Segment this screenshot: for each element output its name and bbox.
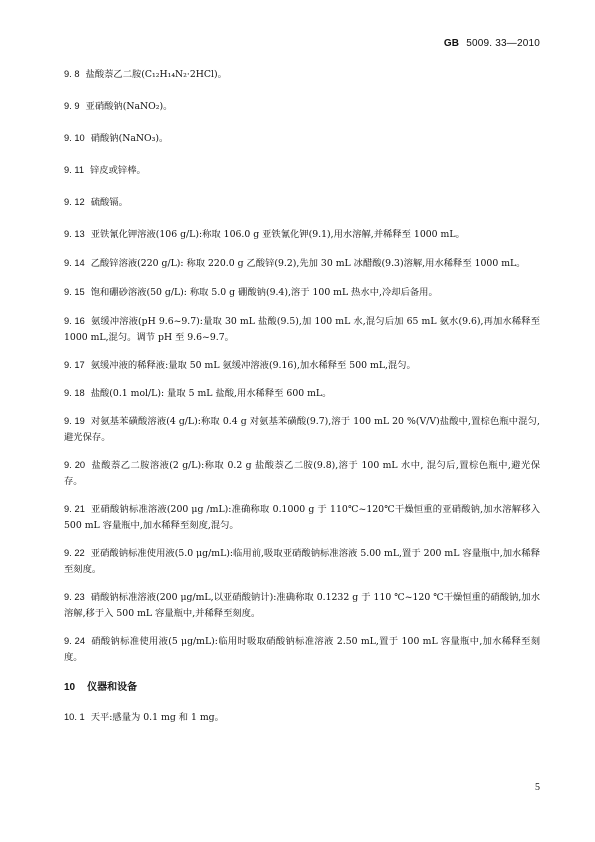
clause-9-21: 9. 21 亚硝酸钠标准溶液(200 μg /mL):准确称取 0.1000 g 于 110℃~120℃干燥恒重的亚硝酸钠,加水溶解移入 500 mL 容量瓶中,加水稀释至刻度,混匀。 bbox=[64, 504, 540, 531]
clause-9-24: 9. 24 硝酸钠标准使用液(5 μg/mL):临用时吸取硝酸钠标准溶液 2.50 mL,置于 100 mL 容量瓶中,加水稀释至刻度。 bbox=[64, 636, 540, 663]
clause-9-9: 9. 9 亚硝酸钠(NaNO₂)。 bbox=[64, 101, 173, 112]
clause-9-8: 9. 8 盐酸萘乙二胺(C₁₂H₁₄N₂·2HCl)。 bbox=[64, 69, 227, 80]
clause-9-10: 9. 10 硝酸钠(NaNO₃)。 bbox=[64, 133, 169, 144]
clause-9-15: 9. 15 饱和硼砂溶液(50 g/L): 称取 5.0 g 硼酸钠(9.4),溶于 100 mL 热水中,冷却后备用。 bbox=[64, 287, 438, 298]
clause-9-11: 9. 11 锌皮或锌棒。 bbox=[64, 165, 146, 176]
clause-9-22: 9. 22 亚硝酸钠标准使用液(5.0 μg/mL):临用前,吸取亚硝酸钠标准溶液 5.00 mL,置于 200 mL 容量瓶中,加水稀释至刻度。 bbox=[64, 548, 540, 575]
clause-9-14: 9. 14 乙酸锌溶液(220 g/L): 称取 220.0 g 乙酸锌(9.2),先加 30 mL 冰醋酸(9.3)溶解,用水稀释至 1000 mL。 bbox=[64, 258, 526, 269]
standard-prefix: GB bbox=[443, 38, 460, 49]
clause-9-20: 9. 20 盐酸萘乙二胺溶液(2 g/L):称取 0.2 g 盐酸萘乙二胺(9.8),溶于 100 mL 水中, 混匀后,置棕色瓶中,避光保存。 bbox=[64, 460, 540, 487]
clause-9-16: 9. 16 氨缓冲溶液(pH 9.6~9.7):量取 30 mL 盐酸(9.5),加 100 mL 水,混匀后加 65 mL 氨水(9.6),再加水稀释至 1000 mL,混匀。调节 pH 至 9.6~9.7。 bbox=[64, 316, 540, 343]
clause-9-18: 9. 18 盐酸(0.1 mol/L): 量取 5 mL 盐酸,用水稀释至 600 mL。 bbox=[64, 388, 332, 399]
clause-9-17: 9. 17 氨缓冲液的稀释液:量取 50 mL 氨缓冲溶液(9.16),加水稀释至 500 mL,混匀。 bbox=[64, 360, 416, 371]
document-body bbox=[64, 66, 540, 726]
page-header bbox=[444, 38, 540, 49]
clause-9-23: 9. 23 硝酸钠标准溶液(200 μg/mL,以亚硝酸钠计):准确称取 0.1232 g 于 110 ℃~120 ℃干燥恒重的硝酸钠,加水溶解,移于入 500 mL 容量瓶中,并稀释至刻度。 bbox=[64, 592, 540, 619]
clause-9-12: 9. 12 硫酸镉。 bbox=[64, 197, 128, 208]
clause-9-19: 9. 19 对氨基苯磺酸溶液(4 g/L):称取 0.4 g 对氨基苯磺酸(9.7),溶于 100 mL 20 %(V/V)盐酸中,置棕色瓶中混匀,避光保存。 bbox=[64, 416, 540, 443]
page-number: 5 bbox=[535, 782, 540, 793]
section-heading: 10 仪器和设备 bbox=[64, 682, 138, 693]
clause-10-1: 10. 1 天平:感量为 0.1 mg 和 1 mg。 bbox=[64, 712, 224, 723]
clause-9-13: 9. 13 亚铁氰化钾溶液(106 g/L):称取 106.0 g 亚铁氰化钾(9.1),用水溶解,并稀释至 1000 mL。 bbox=[64, 229, 465, 240]
standard-code: 5009. 33—2010 bbox=[466, 38, 540, 49]
